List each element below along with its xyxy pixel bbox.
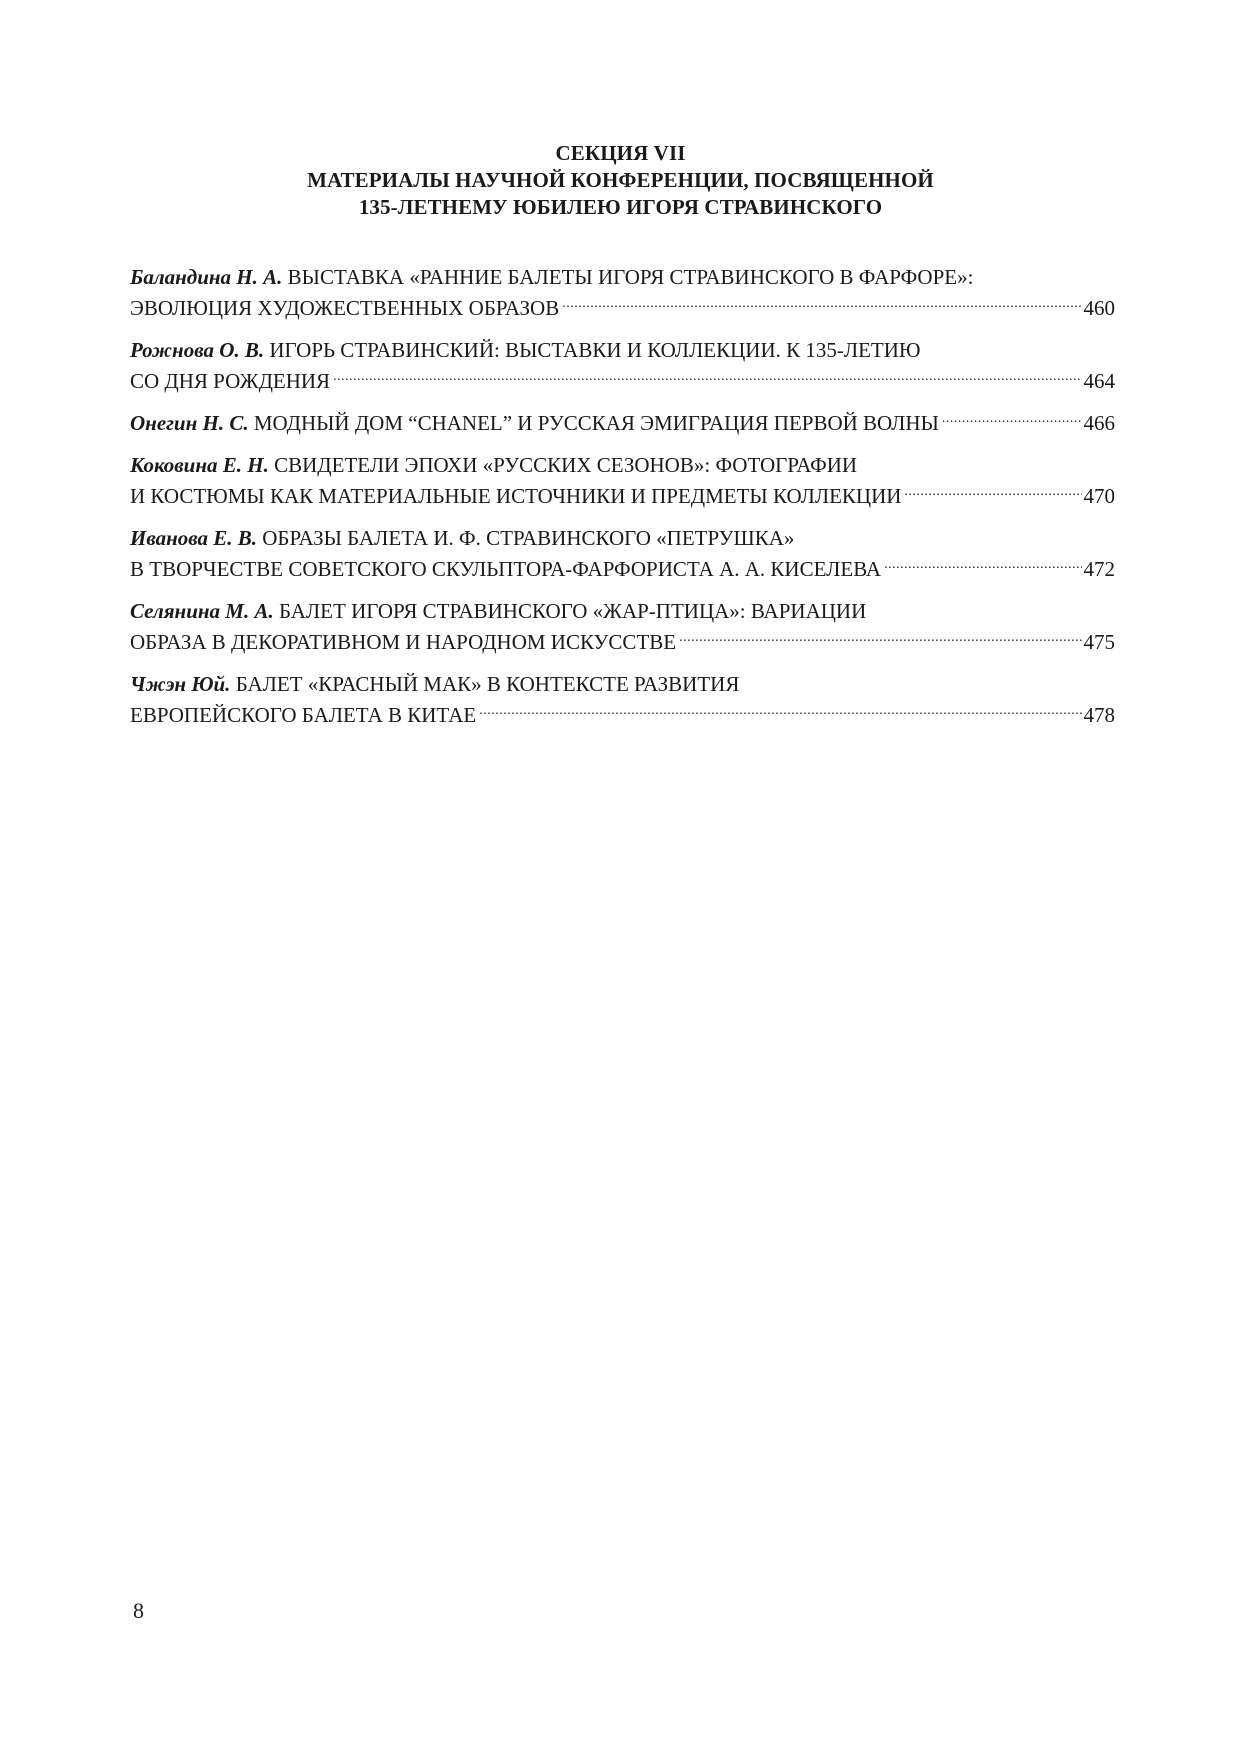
- dot-leader: [479, 701, 1081, 722]
- toc-entry-title-continuation: ЕВРОПЕЙСКОГО БАЛЕТА В КИТАЕ: [130, 703, 477, 727]
- toc-entry-title: МОДНЫЙ ДОМ “CHANEL” И РУССКАЯ ЭМИГРАЦИЯ ПЕРВОЙ ВОЛНЫ: [248, 411, 939, 435]
- toc-entry-last-line: [130, 408, 1115, 439]
- dot-leader: [679, 628, 1081, 649]
- toc-entry-author: Селянина М. А.: [130, 599, 274, 623]
- toc-entry-last-line: [130, 554, 1115, 585]
- toc-entry-page: 470: [1083, 484, 1115, 508]
- table-of-contents: [130, 262, 1115, 742]
- toc-entry-page: 478: [1083, 703, 1115, 727]
- toc-entry-first-line: [130, 596, 1115, 627]
- toc-entry-last-line: [130, 293, 1115, 324]
- toc-entry-author: Онегин Н. С.: [130, 411, 249, 435]
- section-subtitle-line-2: 135-ЛЕТНЕМУ ЮБИЛЕЮ ИГОРЯ СТРАВИНСКОГО: [358, 195, 883, 219]
- toc-entry[interactable]: [130, 596, 1115, 658]
- section-heading: [0, 140, 1241, 221]
- toc-entry-last-line: [130, 366, 1115, 397]
- toc-entry-page: 460: [1083, 296, 1115, 320]
- toc-entry-title: СВИДЕТЕЛИ ЭПОХИ «РУССКИХ СЕЗОНОВ»: ФОТОГРАФИИ: [268, 453, 858, 477]
- toc-entry-title-continuation: И КОСТЮМЫ КАК МАТЕРИАЛЬНЫЕ ИСТОЧНИКИ И ПРЕДМЕТЫ КОЛЛЕКЦИИ: [130, 484, 902, 508]
- toc-entry-title-continuation: СО ДНЯ РОЖДЕНИЯ: [130, 369, 331, 393]
- toc-entry-author: Баландина Н. А.: [130, 265, 283, 289]
- toc-entry-first-line: [130, 262, 1115, 293]
- toc-entry-title: БАЛЕТ ИГОРЯ СТРАВИНСКОГО «ЖАР-ПТИЦА»: ВАРИАЦИИ: [273, 599, 867, 623]
- toc-entry-last-line: [130, 627, 1115, 658]
- toc-entry-author: Рожнова О. В.: [130, 338, 265, 362]
- toc-entry[interactable]: [130, 669, 1115, 731]
- toc-entry-first-line: [130, 669, 1115, 700]
- page-number: 8: [133, 1598, 144, 1623]
- dot-leader: [562, 294, 1081, 315]
- toc-entry-title: ВЫСТАВКА «РАННИЕ БАЛЕТЫ ИГОРЯ СТРАВИНСКОГО В ФАРФОРЕ»:: [282, 265, 974, 289]
- toc-entry-title-continuation: В ТВОРЧЕСТВЕ СОВЕТСКОГО СКУЛЬПТОРА-ФАРФОРИСТА А. А. КИСЕЛЕВА: [130, 557, 882, 581]
- toc-entry-title-continuation: ЭВОЛЮЦИЯ ХУДОЖЕСТВЕННЫХ ОБРАЗОВ: [130, 296, 560, 320]
- toc-entry[interactable]: [130, 408, 1115, 439]
- dot-leader: [942, 409, 1082, 430]
- toc-entry-last-line: [130, 700, 1115, 731]
- toc-entry[interactable]: [130, 450, 1115, 512]
- toc-entry-author: Коковина Е. Н.: [130, 453, 269, 477]
- toc-entry-first-line: [130, 450, 1115, 481]
- section-title: СЕКЦИЯ VII: [555, 141, 686, 165]
- toc-entry-first-line: [130, 408, 939, 439]
- toc-entry-author: Чжэн Юй.: [130, 672, 231, 696]
- dot-leader: [904, 482, 1081, 503]
- toc-entry-author: Иванова Е. В.: [130, 526, 257, 550]
- toc-entry-first-line: [130, 523, 1115, 554]
- toc-entry[interactable]: [130, 523, 1115, 585]
- dot-leader: [884, 555, 1081, 576]
- toc-entry[interactable]: [130, 262, 1115, 324]
- dot-leader: [333, 367, 1081, 388]
- toc-entry-page: 464: [1083, 369, 1115, 393]
- toc-entry-title: ОБРАЗЫ БАЛЕТА И. Ф. СТРАВИНСКОГО «ПЕТРУШКА»: [256, 526, 795, 550]
- toc-entry-page: 475: [1083, 630, 1115, 654]
- toc-entry-first-line: [130, 335, 1115, 366]
- toc-entry-title-continuation: ОБРАЗА В ДЕКОРАТИВНОМ И НАРОДНОМ ИСКУССТВЕ: [130, 630, 677, 654]
- section-subtitle-line-1: МАТЕРИАЛЫ НАУЧНОЙ КОНФЕРЕНЦИИ, ПОСВЯЩЕННОЙ: [307, 168, 934, 192]
- toc-entry-page: 466: [1083, 411, 1115, 435]
- toc-entry-title: БАЛЕТ «КРАСНЫЙ МАК» В КОНТЕКСТЕ РАЗВИТИЯ: [230, 672, 740, 696]
- toc-entry[interactable]: [130, 335, 1115, 397]
- toc-entry-page: 472: [1083, 557, 1115, 581]
- toc-entry-title: ИГОРЬ СТРАВИНСКИЙ: ВЫСТАВКИ И КОЛЛЕКЦИИ. К 135-ЛЕТИЮ: [264, 338, 921, 362]
- toc-entry-last-line: [130, 481, 1115, 512]
